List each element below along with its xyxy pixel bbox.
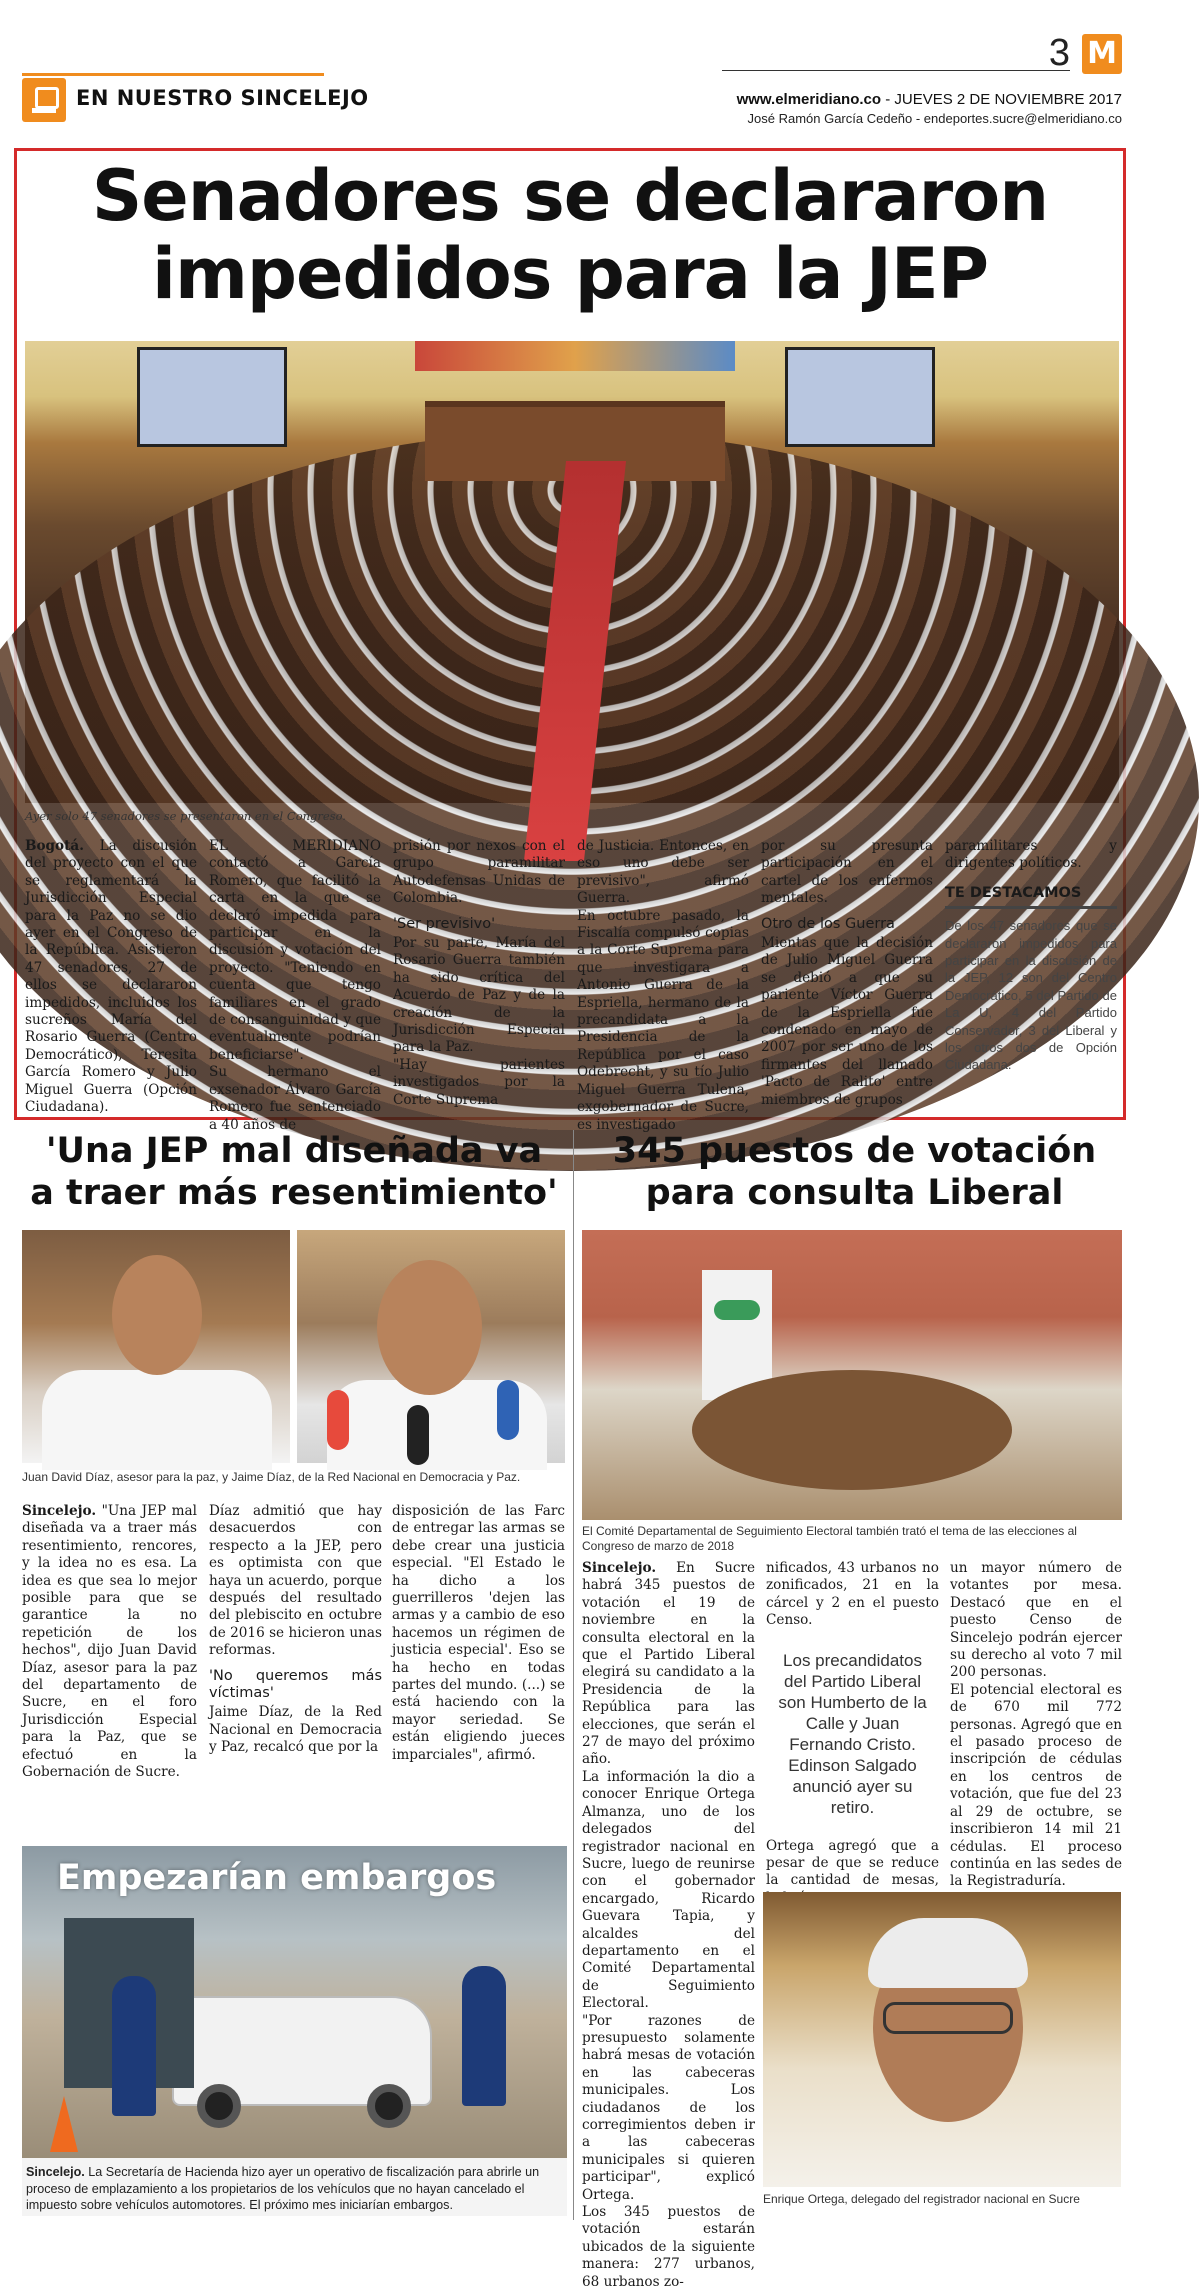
paragraph: nificados, 43 urbanos no zonificados, 21 en la cárcel y 2 en el puesto Censo. xyxy=(766,1560,939,1629)
meeting-table xyxy=(692,1370,1012,1490)
paragraph: Su hermano el exsenador Álvaro García Romero fue sentenciado a 40 años de xyxy=(209,1064,381,1133)
mural xyxy=(415,341,735,371)
paragraph: Por su parte, María del Rosario Guerra también ha sido crítica del Acuerdo de Paz y de la creación de la Jurisdicción Especial para la Paz. xyxy=(393,935,565,1056)
main-headline-line1: Senadores se declararon xyxy=(91,155,1049,237)
paragraph: Díaz admitió que hay desacuerdos con respecto a la JEP, pero es optimista con que haya un acuerdo, porque después del resultado del plebiscito en octubre de 2016 se hicieron unas reformas. xyxy=(209,1503,382,1659)
jaime-diaz-photo xyxy=(297,1230,565,1463)
jep-headline-line1: 'Una JEP mal diseñada va xyxy=(45,1131,543,1171)
enrique-ortega-photo xyxy=(763,1892,1121,2187)
issue-date: JUEVES 2 DE NOVIEMBRE 2017 xyxy=(894,91,1122,108)
paragraph: La discusión del proyecto con el que se reglamentará la Jurisdicción Especial para la Paz no se dio ayer en el Congreso de la República. Asistieron 47 senadores, 27 de ellos se declararon impedidos, incluidos los sucreños María del Rosario Guerra (Centro Democrático), Teresita García Romero y Julio Miguel Guerra (Opción Ciudadana). xyxy=(25,838,198,1116)
paragraph: La información la dio a conocer Enrique Ortega Almanza, uno de los delegados del registrador nacional en Sucre, luego de reunirse con el gobernador encargado, Ricardo Guevara Tapia, y alcaldes del departamento en el Comité Departamental de Seguimiento Electoral. xyxy=(582,1768,755,2012)
el-meridiano-logo: M xyxy=(1082,34,1122,74)
microphone xyxy=(497,1380,519,1440)
paragraph: "Por razones de presupuesto solamente habrá mesas de votación en las cabeceras municipales. Los ciudadanos de los corregimientos deben ir a las cabeceras municipales si quieren participar", explicó Ortega. xyxy=(582,2012,755,2203)
main-col-5 xyxy=(761,838,933,1109)
electoral-committee-photo xyxy=(582,1230,1122,1520)
congress-photo xyxy=(25,341,1119,803)
truck-wheel xyxy=(367,2084,411,2128)
paragraph: En Sucre habrá 345 puestos de votación el 19 de noviembre en la consulta electoral en la que el Partido Liberal elegirá su candidato a la Presidencia de la República para las elecciones, que serán el 27 de mayo del próximo año. xyxy=(582,1560,755,1768)
main-headline-line2: impedidos para la JEP xyxy=(151,233,989,315)
juan-david-diaz-photo xyxy=(22,1230,290,1463)
white-hair xyxy=(868,1918,1028,1988)
te-destacamos-text: De los 47 senadores que se declararon impedidos para participar en la discusión de la JEP, 12 son del Centro Democrático, 5 del Partido de La U, 4 del Partido Conservador, 3 del Liberal y los otros dos de Opción Ciudadana. xyxy=(945,918,1117,1073)
paragraph: de Justicia. Entonces, en eso uno debe ser previsivo", afirmó Guerra. xyxy=(577,838,749,907)
main-col-4 xyxy=(577,838,749,1134)
jep-col-3 xyxy=(392,1503,565,1764)
paragraph: La Secretaría de Hacienda hizo ayer un operativo de fiscalización para abrirle un proceso de emplazamiento a los propietarios de los vehículos que no hayan cancelado el impuesto sobre vehículos automotores. El próximo mes iniciarían embargos. xyxy=(26,2165,540,2212)
embargo-story xyxy=(22,1846,567,2216)
website-link[interactable]: www.elmeridiano.co xyxy=(736,91,882,108)
jep-col-1 xyxy=(22,1503,197,1782)
dateline: Sincelejo. xyxy=(582,1560,657,1576)
liberal-headline-line1: 345 puestos de votación xyxy=(612,1131,1097,1171)
liberal-col-3 xyxy=(950,1560,1122,1891)
official-person xyxy=(462,1966,506,2106)
jep-headline-line2: a traer más resentimiento' xyxy=(30,1173,558,1213)
page-number: 3 xyxy=(1048,32,1070,74)
paragraph: un mayor número de votantes por mesa. Destacó que en el puesto Censo de Sincelejo podrán ejercer su derecho al voto 7 mil 200 personas. xyxy=(950,1560,1122,1681)
main-headline xyxy=(17,157,1123,313)
te-destacamos-title: TE DESTACAMOS xyxy=(945,885,1117,909)
paragraph: Jaime Díaz, de la Red Nacional en Democracia y Paz, recalcó que por la xyxy=(209,1704,382,1756)
main-col-2 xyxy=(209,838,381,1134)
dateline: Sincelejo. xyxy=(22,1503,97,1519)
face xyxy=(112,1255,202,1375)
screen-right xyxy=(785,347,935,447)
paragraph: El potencial electoral es de 670 mil 772 personas. Agregó que en el pasado proceso de inscripción de cédulas en los centros de votación, que fue del 23 al 29 de octubre, se inscribieron 14 mil 21 cédulas. El proceso continúa en las sedes de la Registraduría. xyxy=(950,1681,1122,1890)
page-header xyxy=(22,18,1122,128)
liberal-headline-line2: para consulta Liberal xyxy=(645,1173,1064,1213)
truck-wheel xyxy=(197,2084,241,2128)
microphone xyxy=(407,1405,429,1465)
liberal-col-1 xyxy=(582,1560,755,2291)
top-rule xyxy=(722,70,1070,71)
paragraph: paramilitares y dirigentes políticos. xyxy=(945,838,1117,872)
author-line: José Ramón García Cedeño - endeportes.sucre@elmeridiano.co xyxy=(747,111,1122,126)
date-line: www.elmeridiano.co - JUEVES 2 DE NOVIEMBRE 2017 xyxy=(736,91,1122,108)
main-col-3 xyxy=(393,838,565,1109)
paragraph: EL MERIDIANO contactó a García Romero, que facilitó la carta en la que se declaró impedida para participar en la discusión y votación del proyecto. "Teniendo en cuenta que tengo familiares en el grado de consanguinidad y que eventualmente podrían beneficiarse". xyxy=(209,838,381,1063)
face xyxy=(377,1260,482,1395)
official-person xyxy=(112,1976,156,2116)
paragraph: disposición de las Farc de entregar las armas se debe crear una justicia especial. "El Estado le ha dicho a los guerrilleros 'dejen las armas y a cambio de eso hacemos un régimen de justicia especial'. Eso se ha hecho en todas partes del mundo. (...) se está haciendo con la mayor seriedad. Se están eligiendo jueces imparciales", afirmó. xyxy=(392,1503,565,1763)
embargo-photo xyxy=(22,1846,567,2158)
section-title: EN NUESTRO SINCELEJO xyxy=(76,86,369,110)
sincelejo-icon xyxy=(22,78,66,122)
column-divider xyxy=(573,1130,574,2220)
screen-left xyxy=(137,347,287,447)
liberal-headline xyxy=(582,1130,1127,1214)
jep-headline xyxy=(14,1130,574,1214)
glasses xyxy=(883,2002,1013,2034)
white-shirt xyxy=(42,1370,272,1470)
paragraph: "Una JEP mal diseñada va a traer más resentimiento, rencores, y la idea no es esa. La idea es que sea lo mejor posible para que se garantice la no repetición de los hechos", dijo Juan David Díaz, asesor para la paz del departamento de Sucre, en el foro Jurisdicción Especial para la Paz, que se efectuó en la Gobernación de Sucre. xyxy=(22,1503,197,1781)
paragraph: Los 345 puestos de votación estarán ubicados de la siguiente manera: 277 urbanos, 68 urbanos zo- xyxy=(582,2204,755,2290)
embargo-title: Empezarían embargos xyxy=(57,1858,497,1898)
paragraph: Ortega agregó que a pesar de que se reduce la cantidad de mesas, xyxy=(766,1837,939,1889)
paragraph: por su presunta participación en el cartel de los enfermos mentales. xyxy=(761,838,933,907)
section-rule xyxy=(22,73,324,76)
paragraph: prisión por nexos con el grupo paramilitar Autodefensas Unidas de Colombia. xyxy=(393,838,565,907)
microphone xyxy=(327,1390,349,1450)
dateline: Bogotá. xyxy=(25,838,84,854)
jep-col-2 xyxy=(209,1503,382,1757)
liberal-photo-caption: El Comité Departamental de Seguimiento Electoral también trató el tema de las elecciones al Congreso de marzo de 2018 xyxy=(582,1524,1077,1553)
main-col-1 xyxy=(25,838,197,1117)
main-story xyxy=(14,148,1126,1133)
subheading: 'No queremos más víctimas' xyxy=(209,1667,382,1702)
ortega-caption: Enrique Ortega, delegado del registrador nacional en Sucre xyxy=(763,2192,1080,2206)
paragraph: Mientas que la decisión de Julio Miguel Guerra se debió a que su pariente Víctor Guerra de la Espriella fue condenado en mayo de 2007 por ser uno de los firmantes del llamado 'Pacto de Ralito' entre miembros de grupos xyxy=(761,935,933,1108)
main-col-6 xyxy=(945,838,1117,1074)
traffic-cone xyxy=(50,2096,78,2152)
pull-quote: Los precandidatos del Partido Liberal son Humberto de la Calle y Juan Fernando Cristo. Edinson Salgado anunció ayer su retiro. xyxy=(778,1650,927,1817)
dateline: Sincelejo. xyxy=(26,2165,85,2179)
liberal-col-2 xyxy=(766,1560,939,1907)
jep-photo-caption: Juan David Díaz, asesor para la paz, y Jaime Díaz, de la Red Nacional en Democracia y Paz. xyxy=(22,1470,521,1484)
subheading: 'Ser previsivo' xyxy=(393,915,496,932)
subheading: Otro de los Guerra xyxy=(761,915,895,932)
main-photo-caption: Ayer solo 47 senadores se presentaron en el Congreso. xyxy=(25,809,346,823)
embargo-text xyxy=(26,2164,566,2214)
paragraph: En octubre pasado, la Fiscalía compulsó copias a la Corte Suprema para que investigara a Antonio Guerra de la Espriella, hermano de la precandidata a la Presidencia de la República por el caso Odebrecht, y su tío Julio Miguel Guerra Tulena, exgobernador de Sucre, es investigado xyxy=(577,907,749,1133)
paragraph: "Hay parientes investigados por la Corte Suprema xyxy=(393,1056,565,1108)
